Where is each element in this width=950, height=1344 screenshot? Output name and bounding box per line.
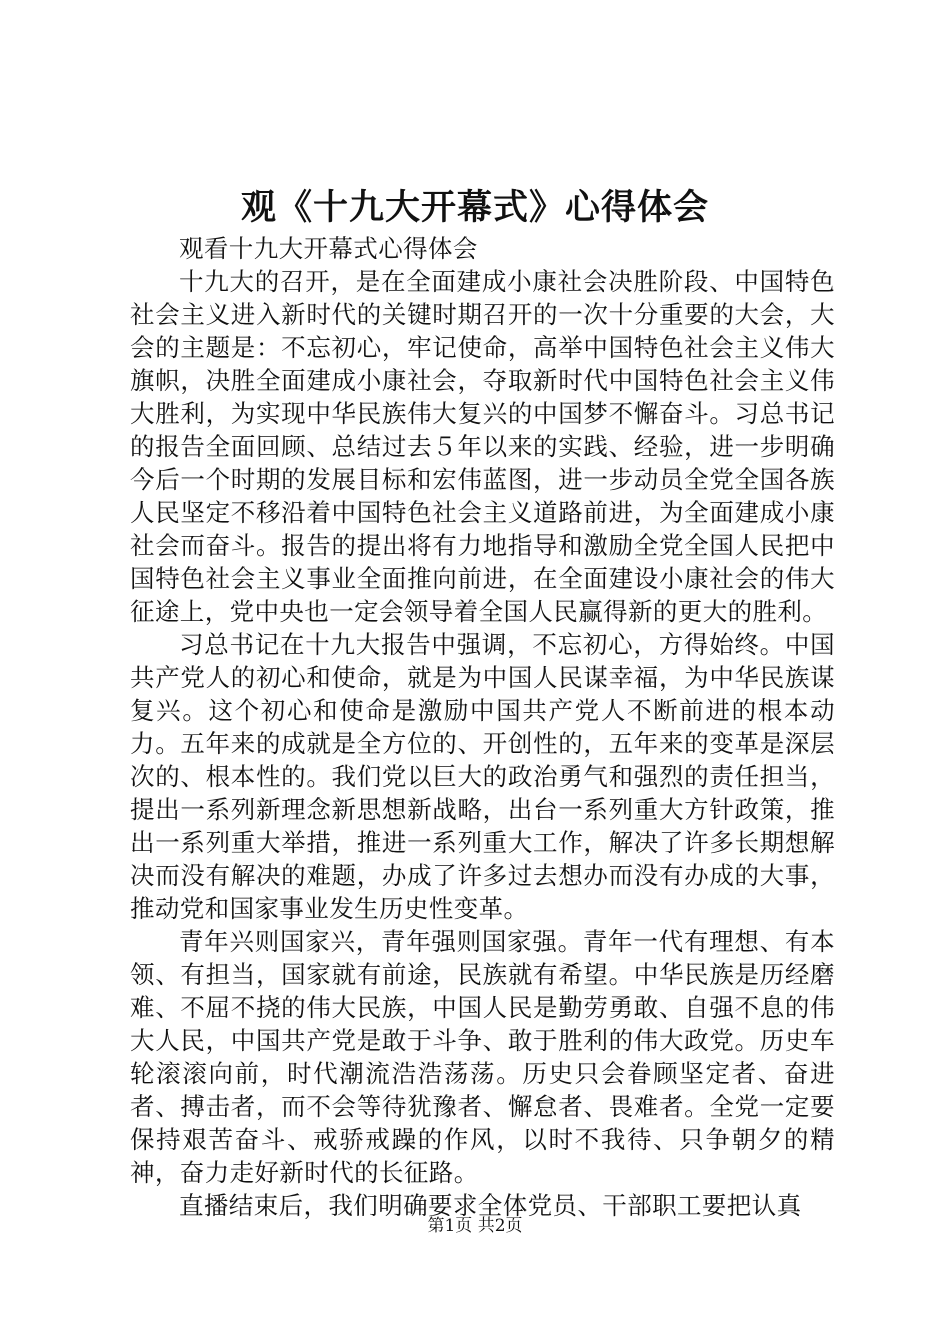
document-subtitle: 观看十九大开幕式心得体会 — [179, 234, 478, 263]
paragraph-3: 青年兴则国家兴，青年强则国家强。青年一代有理想、有本领、有担当，国家就有前途，民族就有希望。中华民族是历经磨难、不屈不挠的伟大民族，中国人民是勤劳勇敢、自强不息的伟大人民，中国共产党是敢于斗争、敢于胜利的伟大政党。历史车轮滚滚向前，时代潮流浩浩荡荡。历史只会眷顾坚定者、奋进者、搏击者，而不会等待犹豫者、懈怠者、畏难者。全党一定要保持艰苦奋斗、戒骄戒躁的作风，以时不我待、只争朝夕的精神，奋力走好新时代的长征路。 — [130, 927, 835, 1187]
paragraph-4: 直播结束后，我们明确要求全体党员、干部职工要把认真 — [179, 1191, 802, 1220]
paragraph-2: 习总书记在十九大报告中强调，不忘初心，方得始终。中国共产党人的初心和使命，就是为中国人民谋幸福，为中华民族谋复兴。这个初心和使命是激励中国共产党人不断前进的根本动力。五年来的成就是全方位的、开创性的，五年来的变革是深层次的、根本性的。我们党以巨大的政治勇气和强烈的责任担当，提出一系列新理念新思想新战略，出台一系列重大方针政策，推出一系列重大举措，推进一系列重大工作，解决了许多长期想解决而没有解决的难题，办成了许多过去想办而没有办成的大事，推动党和国家事业发生历史性变革。 — [130, 630, 835, 923]
paragraph-1: 十九大的召开，是在全面建成小康社会决胜阶段、中国特色社会主义进入新时代的关键时期召开的一次十分重要的大会，大会的主题是：不忘初心，牢记使命，高举中国特色社会主义伟大旗帜，决胜全面建成小康社会，夺取新时代中国特色社会主义伟大胜利，为实现中华民族伟大复兴的中国梦不懈奋斗。习总书记的报告全面回顾、总结过去５年以来的实践、经验，进一步明确今后一个时期的发展目标和宏伟蓝图，进一步动员全党全国各族人民坚定不移沿着中国特色社会主义道路前进，为全面建成小康社会而奋斗。报告的提出将有力地指导和激励全党全国人民把中国特色社会主义事业全面推向前进，在全面建设小康社会的伟大征途上，党中央也一定会领导着全国人民赢得新的更大的胜利。 — [130, 267, 835, 626]
page-footer: 第1页 共2页 — [427, 1216, 523, 1236]
document-title: 观《十九大开幕式》心得体会 — [240, 187, 709, 228]
document-body — [130, 232, 835, 1222]
